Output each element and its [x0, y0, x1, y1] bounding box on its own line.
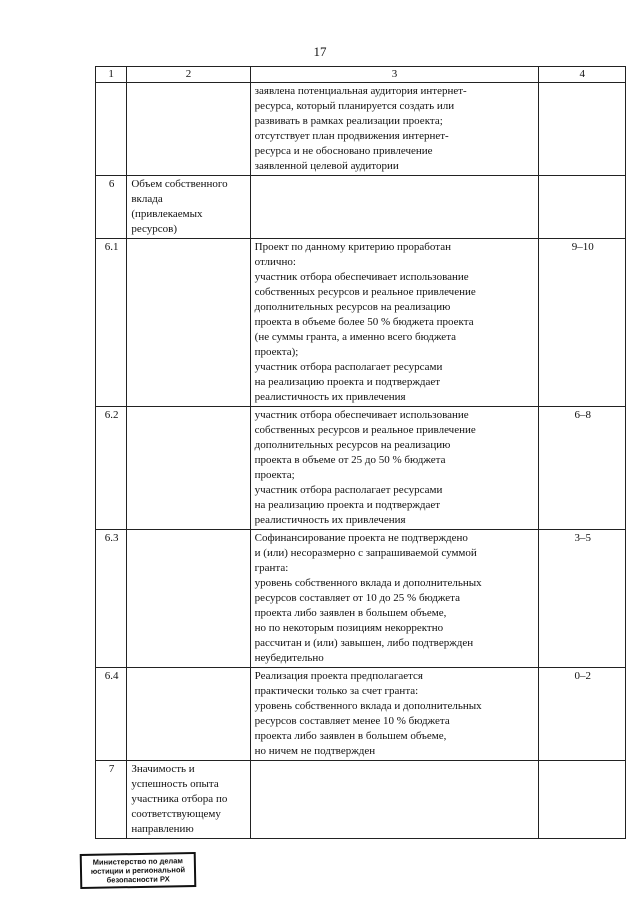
description-line: проекта);: [254, 346, 299, 358]
description-line: реалистичность их привлечения: [254, 514, 406, 526]
criterion-name: [127, 83, 250, 176]
description-line: (не суммы гранта, а именно всего бюджета: [254, 331, 457, 343]
criterion-name: [127, 668, 250, 761]
criterion-description: [250, 530, 539, 668]
criterion-description: [250, 407, 539, 530]
criterion-number: [96, 83, 127, 176]
description-line: неубедительно: [254, 652, 324, 664]
page-number: 17: [313, 44, 327, 59]
description-line: Софинансирование проекта не подтверждено: [254, 532, 468, 544]
criterion-number: 7: [96, 761, 127, 839]
criterion-name-line: успешность опыта: [131, 778, 219, 790]
table-row: [96, 83, 626, 176]
description-line: ресурса, который планируется создать или: [254, 100, 455, 112]
description-line: отсутствует план продвижения интернет-: [254, 130, 449, 142]
description-line: рассчитан и (или) завышен, либо подтвержден: [254, 637, 474, 649]
criterion-score: [539, 83, 626, 176]
description-line: собственных ресурсов и реальное привлечение: [254, 286, 476, 298]
description-line: заявлена потенциальная аудитория интернет-: [254, 85, 467, 97]
description-line: дополнительных ресурсов на реализацию: [254, 439, 451, 451]
description-line: проекта в объеме от 25 до 50 % бюджета: [254, 454, 446, 466]
criterion-score: [539, 761, 626, 839]
table-row: [96, 239, 626, 407]
criterion-description: [250, 83, 539, 176]
criterion-description: [250, 176, 539, 239]
header-col-2: 2: [127, 67, 250, 83]
table-body: [96, 83, 626, 839]
description-line: уровень собственного вклада и дополнительных: [254, 700, 482, 712]
table-row: [96, 761, 626, 839]
description-line: на реализацию проекта и подтверждает: [254, 499, 441, 511]
criterion-score: 9–10: [539, 239, 626, 407]
table-row: [96, 176, 626, 239]
description-line: Реализация проекта предполагается: [254, 670, 423, 682]
description-line: проекта в объеме более 50 % бюджета проекта: [254, 316, 474, 328]
criterion-number: 6.4: [96, 668, 127, 761]
description-line: проекта либо заявлен в большем объеме,: [254, 607, 447, 619]
table-row: [96, 530, 626, 668]
criterion-name: [127, 176, 250, 239]
description-line: но по некоторым позициям некорректно: [254, 622, 444, 634]
description-line: уровень собственного вклада и дополнительных: [254, 577, 482, 589]
description-line: и (или) несоразмерно с запрашиваемой суммой: [254, 547, 477, 559]
description-line: ресурсов составляет от 10 до 25 % бюджета: [254, 592, 460, 604]
description-line: Проект по данному критерию проработан: [254, 241, 451, 253]
criterion-number: 6: [96, 176, 127, 239]
stamp-line: безопасности РХ: [106, 874, 170, 885]
description-line: заявленной целевой аудитории: [254, 160, 399, 172]
criterion-number: 6.1: [96, 239, 127, 407]
description-line: дополнительных ресурсов на реализацию: [254, 301, 451, 313]
description-line: ресурсов составляет менее 10 % бюджета: [254, 715, 450, 727]
criterion-description: [250, 239, 539, 407]
description-line: отлично:: [254, 256, 296, 268]
criterion-name-line: ресурсов): [131, 223, 177, 235]
criterion-description: [250, 761, 539, 839]
description-line: участник отбора располагает ресурсами: [254, 484, 443, 496]
description-line: участник отбора обеспечивает использование: [254, 271, 469, 283]
header-col-3: 3: [250, 67, 539, 83]
ministry-stamp: [80, 852, 197, 889]
criterion-score: 0–2: [539, 668, 626, 761]
description-line: проекта;: [254, 469, 295, 481]
criterion-name-line: участника отбора по: [131, 793, 228, 805]
table-row: [96, 407, 626, 530]
description-line: участник отбора обеспечивает использование: [254, 409, 469, 421]
description-line: гранта:: [254, 562, 289, 574]
description-line: участник отбора располагает ресурсами: [254, 361, 443, 373]
criterion-name-line: Значимость и: [131, 763, 195, 775]
stamp-line: Министерство по делам: [92, 856, 184, 867]
description-line: реалистичность их привлечения: [254, 391, 406, 403]
header-col-1: 1: [96, 67, 127, 83]
criteria-table: [95, 66, 626, 839]
header-col-4: 4: [539, 67, 626, 83]
criterion-score: 6–8: [539, 407, 626, 530]
criterion-score: 3–5: [539, 530, 626, 668]
criterion-name-line: направлению: [131, 823, 194, 835]
description-line: ресурса и не обосновано привлечение: [254, 145, 433, 157]
stamp-line: юстиции и региональной: [90, 865, 186, 876]
criterion-name-line: Объем собственного: [131, 178, 228, 190]
criterion-number: 6.2: [96, 407, 127, 530]
description-line: практически только за счет гранта:: [254, 685, 419, 697]
criterion-name-line: соответствующему: [131, 808, 221, 820]
description-line: но ничем не подтвержден: [254, 745, 376, 757]
criterion-score: [539, 176, 626, 239]
criterion-name: [127, 407, 250, 530]
description-line: собственных ресурсов и реальное привлечение: [254, 424, 476, 436]
description-line: на реализацию проекта и подтверждает: [254, 376, 441, 388]
criterion-number: 6.3: [96, 530, 127, 668]
criterion-name: [127, 239, 250, 407]
criterion-description: [250, 668, 539, 761]
description-line: развивать в рамках реализации проекта;: [254, 115, 443, 127]
description-line: проекта либо заявлен в большем объеме,: [254, 730, 447, 742]
table-row: [96, 668, 626, 761]
criterion-name-line: вклада: [131, 193, 163, 205]
table-header-row: [96, 67, 626, 83]
criterion-name: [127, 530, 250, 668]
criterion-name: [127, 761, 250, 839]
criterion-name-line: (привлекаемых: [131, 208, 203, 220]
